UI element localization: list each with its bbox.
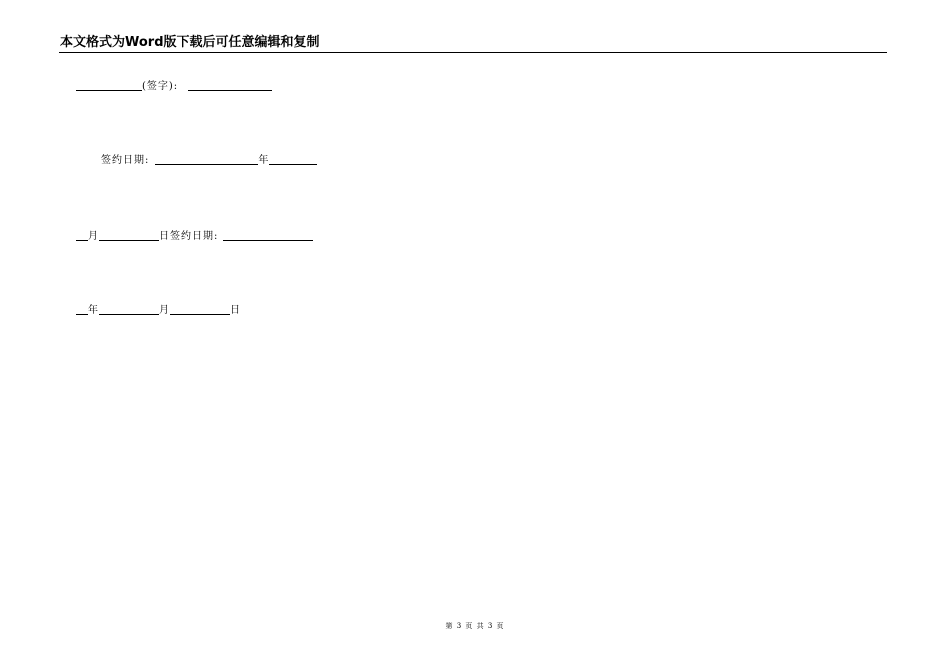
header-title: 本文格式为Word版下载后可任意编辑和复制: [60, 35, 320, 50]
day-blank-2: [170, 314, 230, 315]
month-blank: [99, 314, 159, 315]
sign-date-line: [101, 154, 317, 167]
page-number-footer: 第 3 页 共 3 页: [445, 622, 505, 630]
day-blank: [99, 240, 159, 241]
sign-date-2-blank: [223, 240, 313, 241]
sign-date-label: 签约日期:: [101, 155, 150, 166]
month-label-2: 月: [159, 305, 170, 316]
sign-date-year-blank: [155, 164, 258, 165]
sign-date-month-blank: [269, 164, 317, 165]
day-sign-date-label: 日签约日期:: [159, 231, 219, 242]
signature-blank: [188, 90, 272, 91]
day-label: 日: [230, 305, 241, 316]
year-label: 年: [258, 155, 270, 166]
month-label: 月: [88, 231, 99, 242]
date-line: [76, 304, 241, 317]
signer-name-blank: [76, 90, 142, 91]
year-label-2: 年: [88, 305, 99, 316]
signature-label: (签字):: [142, 81, 179, 92]
header-divider: [59, 52, 887, 53]
signature-line: [76, 80, 272, 93]
sign-date-line-2: [76, 230, 313, 243]
month-prefix-blank: [76, 240, 88, 241]
year-prefix-blank: [76, 314, 88, 315]
